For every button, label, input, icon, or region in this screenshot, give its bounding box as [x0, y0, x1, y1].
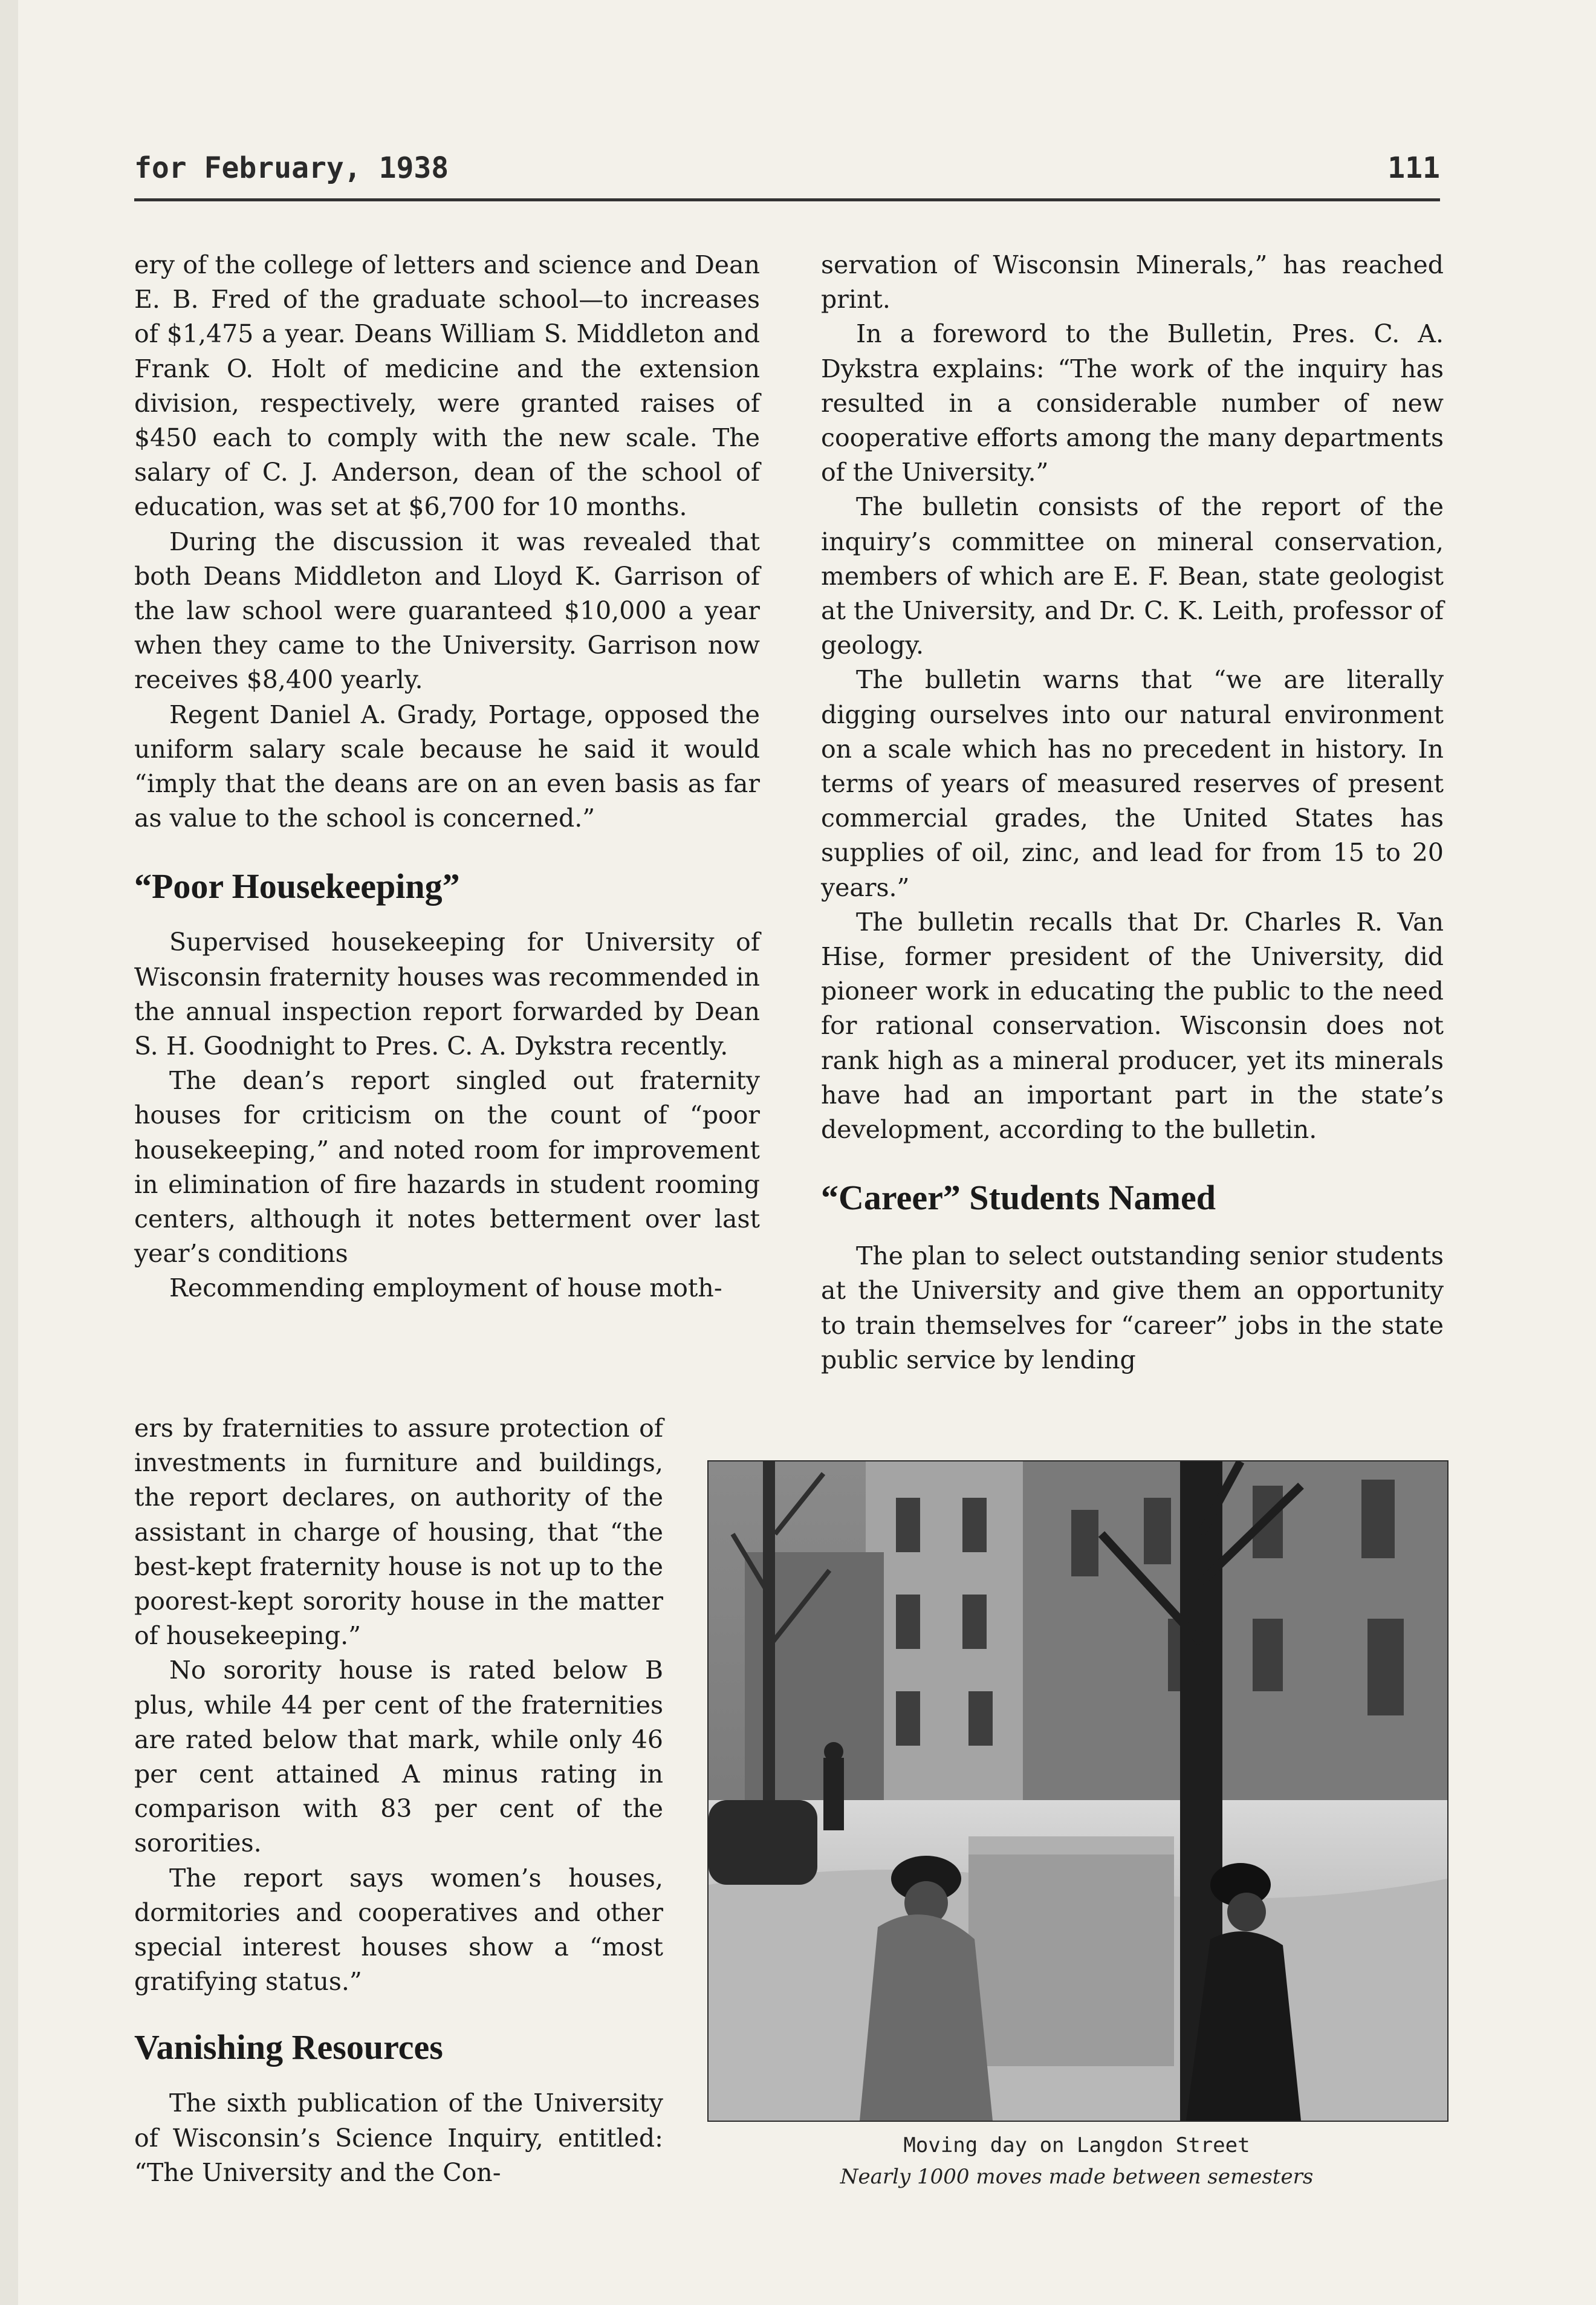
- heading-poor-housekeeping: “Poor Housekeeping”: [134, 866, 460, 906]
- right-paragraph-2: In a foreword to the Bulletin, Pres. C. A. Dykstra explains: “The work of the inquiry has resulted in a considerable number of new cooperative efforts among the many departments of the University.”: [821, 319, 1444, 487]
- right-paragraph-3: The bulletin consists of the report of the inquiry’s committee on mineral conservation, members of which are E. F. Bean, state geologist at the University, and Dr. C. K. Leith, professor of geology.: [821, 492, 1444, 660]
- left-paragraph-3: Regent Daniel A. Grady, Portage, opposed the uniform salary scale because he said it would “imply that the deans are on an even basis as far as value to the school is concerned.”: [134, 700, 760, 833]
- left-column: [134, 248, 760, 1306]
- right-paragraph-4: The bulletin warns that “we are literally digging ourselves into our natural environment on a scale which has no precedent in history. In terms of years of measured reserves of present commercial grades, the United States has supplies of oil, zinc, and lead for from 15 to 20 years.”: [821, 665, 1444, 902]
- left-paragraph-6-cont: ers by fraternities to assure protection of investments in furniture and buildings, the report declares, on authority of the assistant in charge of housing, that “the best-kept fraternity house is not up to the poorest-kept sorority house in the matter of housekeeping.”: [134, 1414, 663, 1651]
- left-paragraph-5: The dean’s report singled out fraternity houses for criticism on the count of “poor housekeeping,” and noted room for improvement in elimination of fire hazards in student rooming centers, although it notes betterment over last year’s conditions: [134, 1066, 760, 1269]
- left-paragraph-7: No sorority house is rated below B plus, while 44 per cent of the fraternities are rated below that mark, while only 46 per cent attained A minus rating in comparison with 83 per cent of the sororities.: [134, 1656, 663, 1858]
- right-paragraph-6: The plan to select outstanding senior students at the University and give them an opportunity to train themselves for “career” jobs in the state public service by lending: [821, 1241, 1444, 1374]
- photo-caption-title: Moving day on Langdon Street: [903, 2133, 1250, 2157]
- left-paragraph-1: ery of the college of letters and science and Dean E. B. Fred of the graduate school—to increases of $1,475 a year. Deans William S. Middleton and Frank O. Holt of medicine and the extension division, respectively, were granted raises of $450 each to comply with the new scale. The salary of C. J. Anderson, dean of the school of education, was set at $6,700 for 10 months.: [134, 250, 760, 522]
- street-photo: [707, 1460, 1448, 2122]
- left-paragraph-9: The sixth publication of the University of Wisconsin’s Science Inquiry, entitled: “The University and the Con-: [134, 2089, 663, 2187]
- heading-vanishing-resources: Vanishing Resources: [134, 2027, 443, 2067]
- right-paragraph-5: The bulletin recalls that Dr. Charles R. Van Hise, former president of the University, did pioneer work in educating the public to the need for rational conservation. Wisconsin does not rank high as a mineral producer, yet its minerals have had an important part in the state’s development, according to the bulletin.: [821, 907, 1444, 1145]
- left-paragraph-4: Supervised housekeeping for University of Wisconsin fraternity houses was recommended in the annual inspection report forwarded by Dean S. H. Goodnight to Pres. C. A. Dykstra recently.: [134, 928, 760, 1061]
- left-column-narrow: [134, 1411, 663, 2190]
- right-column: [821, 248, 1444, 1377]
- right-paragraph-1: servation of Wisconsin Minerals,” has reached print.: [821, 250, 1444, 314]
- left-paragraph-2: During the discussion it was revealed that both Deans Middleton and Lloyd K. Garrison of the law school were guaranteed $10,000 a year when they came to the University. Garrison now receives $8,400 yearly.: [134, 527, 760, 695]
- left-paragraph-6-start: Recommending employment of house moth-: [169, 1273, 722, 1303]
- heading-career-students: “Career” Students Named: [821, 1178, 1216, 1218]
- street-scene-illustration: [709, 1461, 1447, 2121]
- running-header: [134, 140, 1440, 201]
- photo-caption-subtitle: Nearly 1000 moves made between semesters: [840, 2165, 1314, 2189]
- left-paragraph-8: The report says women’s houses, dormitories and cooperatives and other special interest houses show a “most gratifying status.”: [134, 1863, 663, 1997]
- issue-date: for February, 1938: [134, 151, 449, 185]
- page-binding-edge: [0, 0, 18, 2305]
- page-number: 111: [1387, 151, 1440, 185]
